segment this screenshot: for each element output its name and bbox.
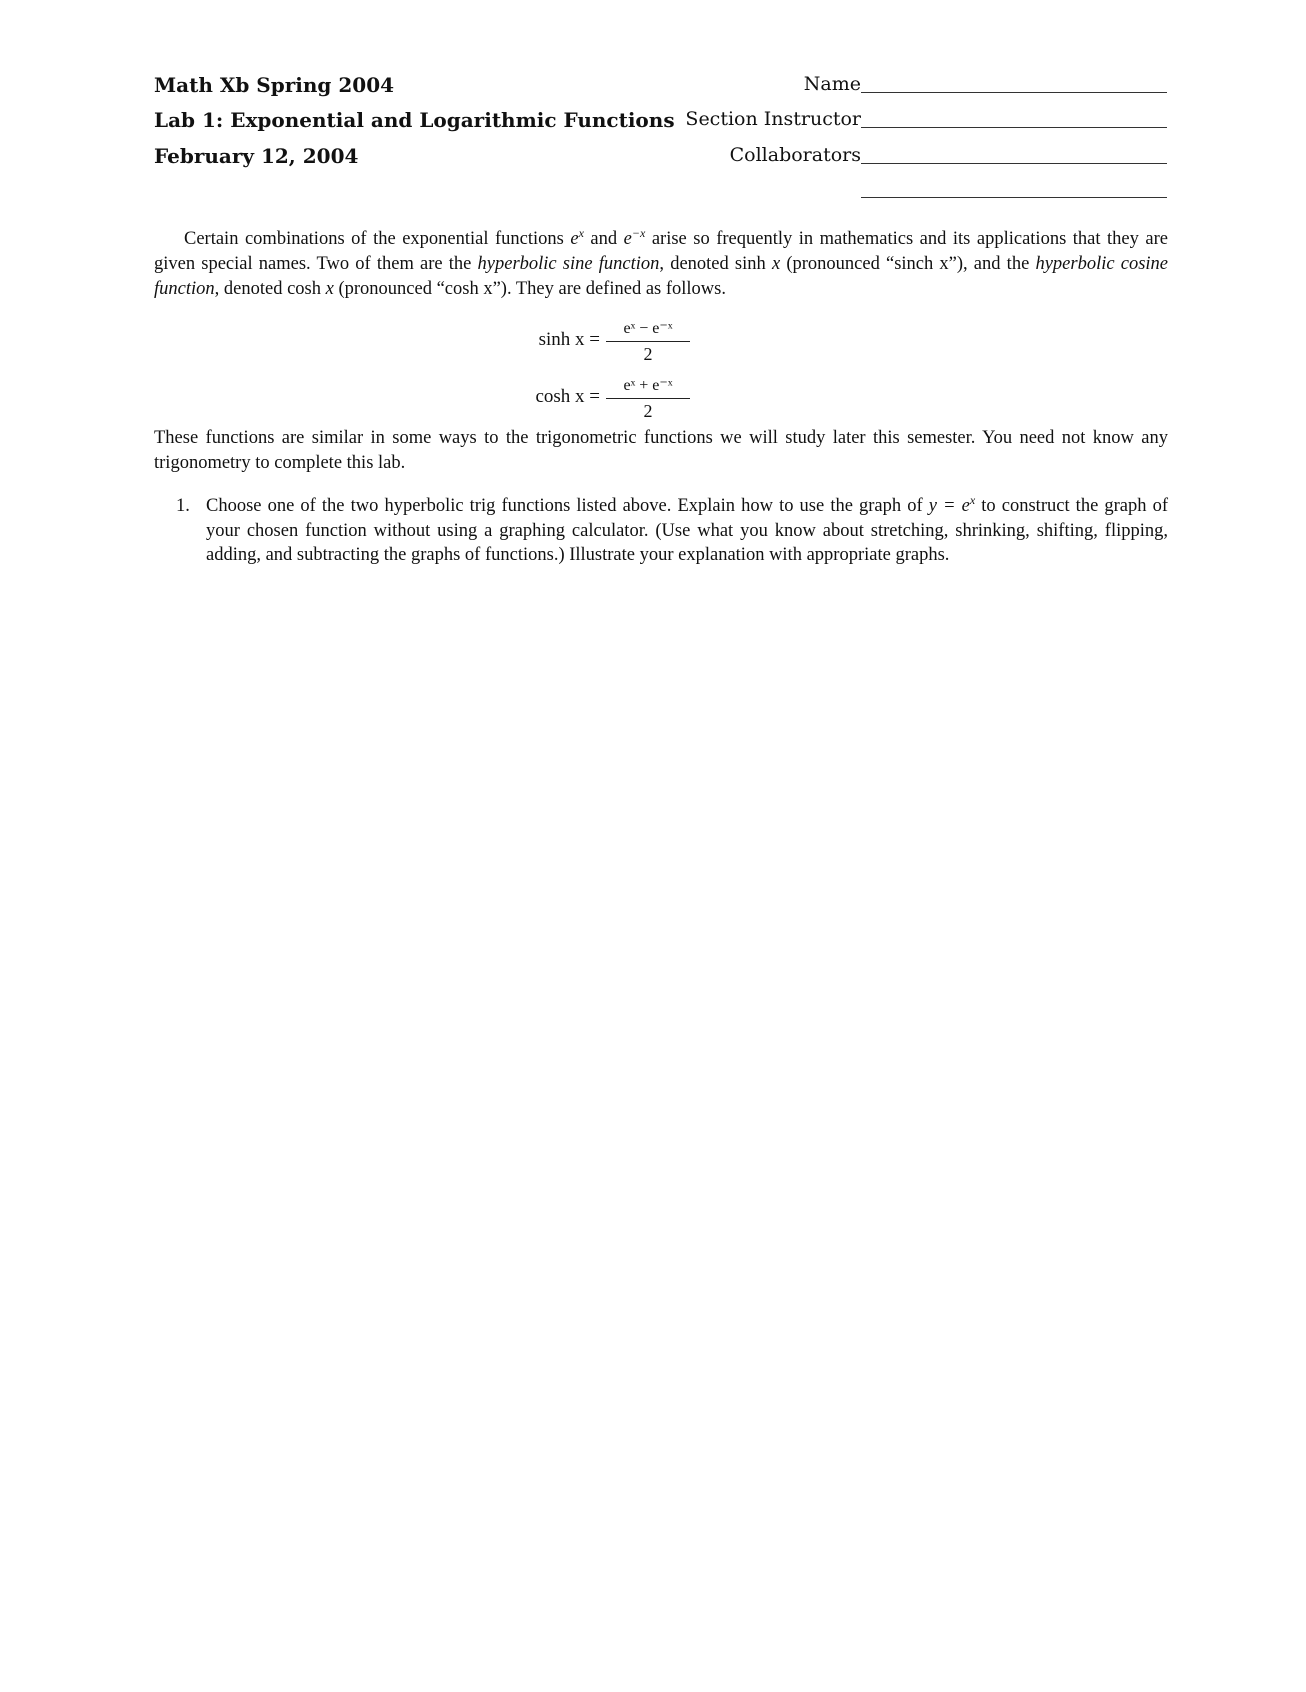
question-number: 1. (176, 496, 190, 516)
sinh-numerator: eˣ − e⁻ˣ (623, 320, 673, 337)
intro-text: , denoted sinh (659, 254, 772, 274)
math-expression: y = e (928, 496, 970, 516)
question-text: to construct the graph of your chosen function without using a graphing calculator. (Use what you know about stretching, shrinking, shifting, flipping, adding, and subtracting the graphs of functions.) Illustrate your explanation with appropriate graphs. (206, 496, 1169, 565)
term-hyperbolic-cosine: hyperbolic cosine function (154, 254, 1168, 299)
intro-text: Certain combinations of the exponential functions (184, 229, 571, 249)
math-x: x (771, 254, 781, 274)
cosh-lhs: cosh x = (535, 386, 600, 407)
collaborators-label: Collaborators (729, 144, 861, 166)
sinh-fraction (604, 317, 692, 366)
question-body (206, 494, 1168, 568)
math-e: e (623, 229, 632, 249)
math-exponent: x (969, 493, 976, 507)
term-hyperbolic-sine: hyperbolic sine function (477, 254, 660, 274)
intro-text: arise so frequently in mathematics and its applications that they are given special names. Two of them are the (154, 229, 1168, 274)
sinh-denominator: 2 (643, 344, 653, 364)
name-label: Name (803, 73, 861, 95)
cosh-numerator: eˣ + e⁻ˣ (623, 377, 673, 394)
after-paragraph: These functions are similar in some ways to the trigonometric functions we will study later this semester. You need not know any trigonometry to complete this lab. (154, 428, 1168, 473)
intro-text: and (583, 229, 624, 249)
intro-text: (pronounced “sinch x”), and the (780, 254, 1036, 274)
section-instructor-label: Section Instructor (685, 108, 861, 130)
name-field-line[interactable] (861, 92, 1167, 93)
lab-title: Lab 1: Exponential and Logarithmic Functions (154, 108, 675, 132)
intro-text: , denoted cosh (214, 279, 326, 299)
math-x: x (325, 279, 334, 299)
cosh-fraction (604, 374, 692, 423)
intro-paragraph (154, 227, 1168, 302)
math-exponent: −x (631, 226, 646, 240)
cosh-denominator: 2 (643, 401, 653, 421)
question-1 (176, 494, 1168, 568)
math-e: e (570, 229, 579, 249)
lab-date: February 12, 2004 (154, 144, 359, 168)
course-title: Math Xb Spring 2004 (154, 73, 395, 97)
section-instructor-field-line[interactable] (861, 127, 1167, 128)
collaborators-field-line-2[interactable] (861, 197, 1167, 198)
question-text: Choose one of the two hyperbolic trig functions listed above. Explain how to use the graph of (206, 496, 929, 516)
collaborators-field-line[interactable] (861, 163, 1167, 164)
math-exponent: x (578, 226, 584, 240)
intro-text: (pronounced “cosh x”). They are defined as follows. (333, 279, 726, 299)
sinh-lhs: sinh x = (538, 329, 600, 350)
